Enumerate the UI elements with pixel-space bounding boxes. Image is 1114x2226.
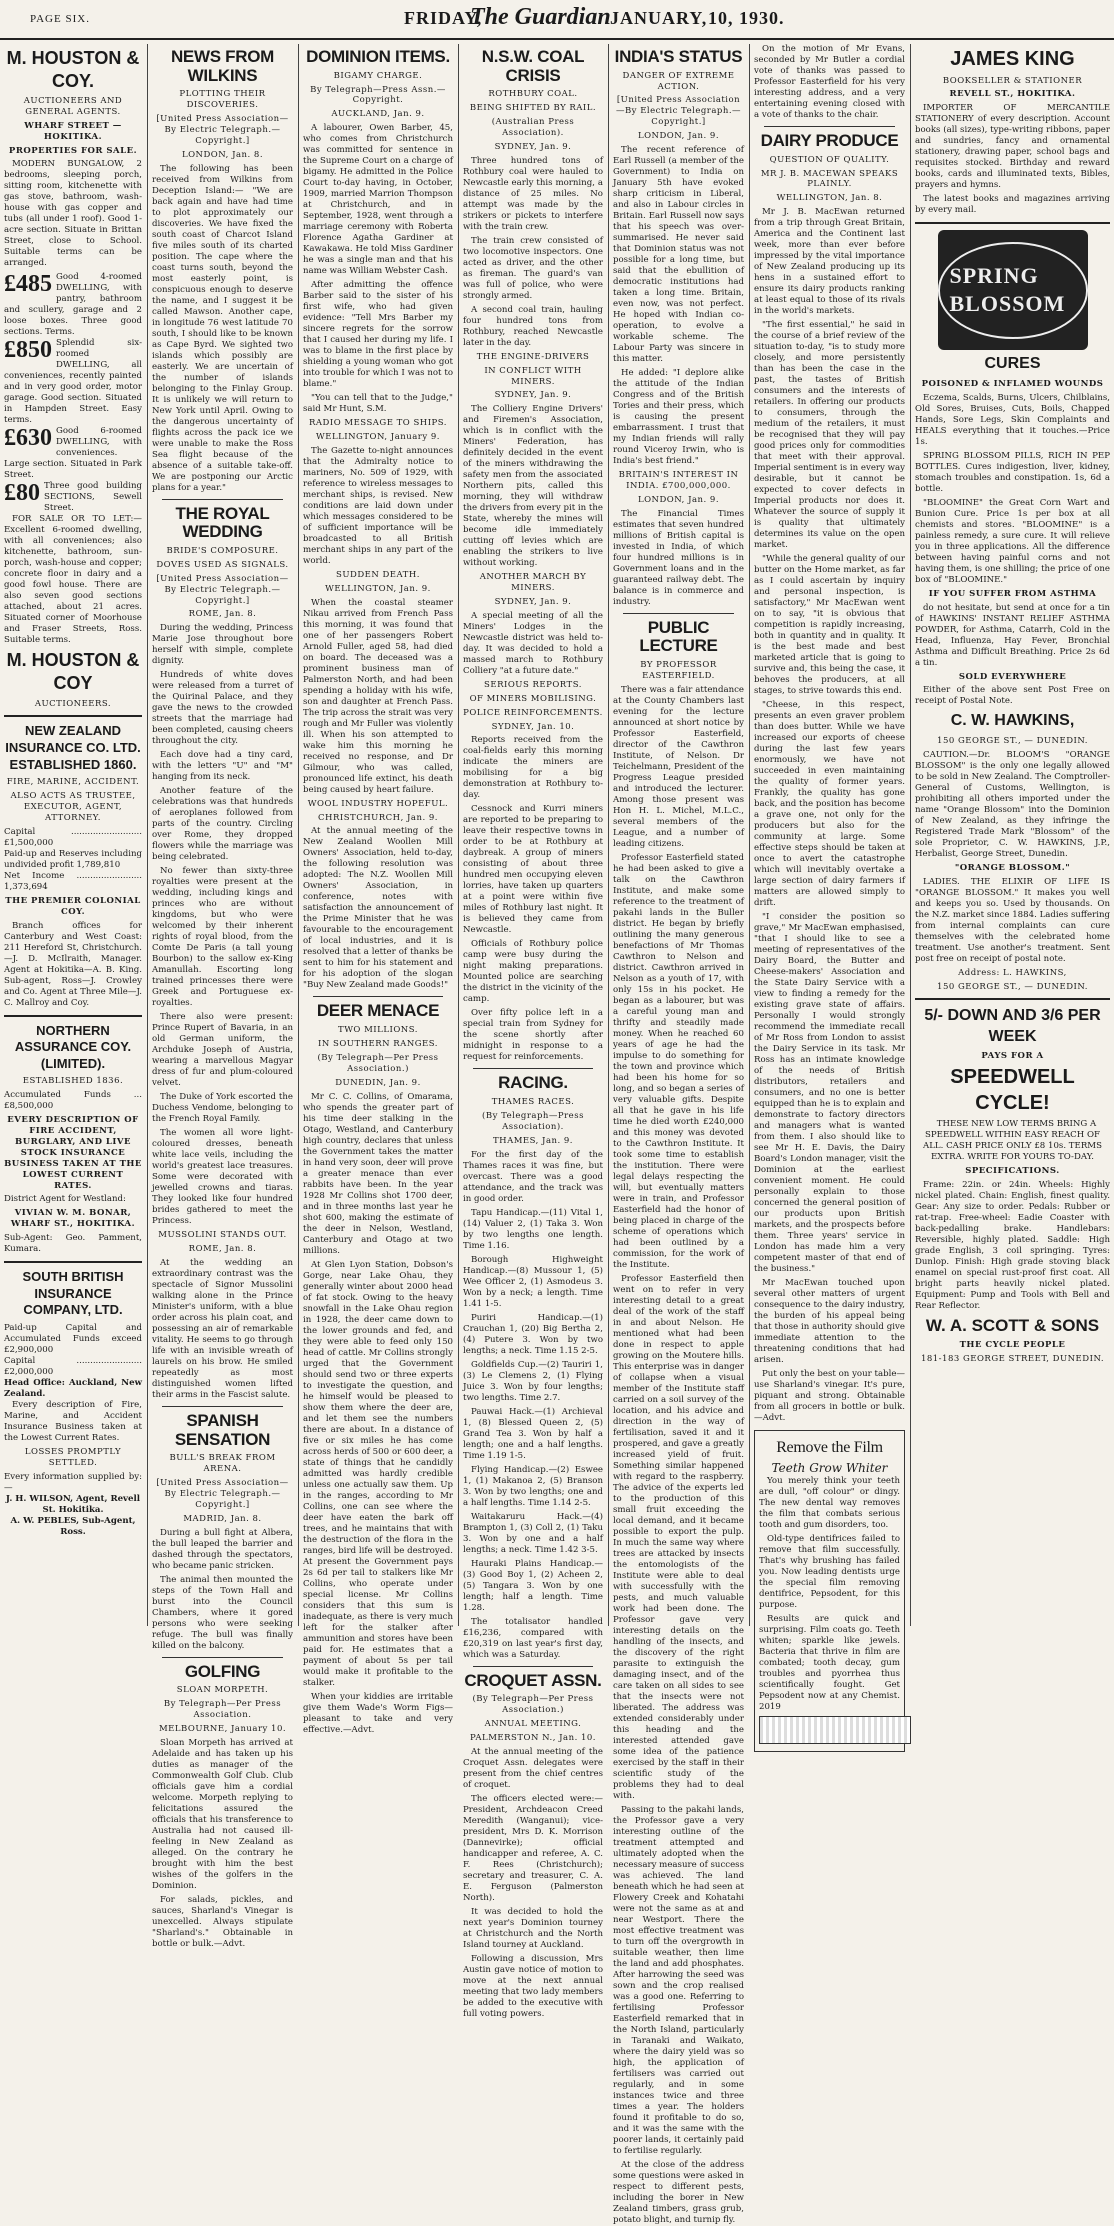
dateline: [United Press Association—By Electric Telegraph.—Copyright.] bbox=[615, 95, 742, 128]
listing-80-text: Three good building SECTIONS, Sewell Street. bbox=[44, 481, 142, 514]
headline-dairy-produce: DAIRY PRODUCE bbox=[760, 131, 899, 150]
article-paragraph: At the close of the address some questions were asked in respect to different pests, including the borer in New Zealand timbers, grass grub, potato blight, and turnip fly. bbox=[613, 2159, 744, 2225]
article-paragraph: At Glen Lyon Station, Dobson's Gorge, near Lake Ohau, they generally winter about 2000 head of fat stock. Owing to the heavy snowfall in the Lake Ohau region in 1928, the deer came down to the lower grounds and fed, and they were able to feed only 150 head of cattle. Mr Collins strongly urged that the Government should send two or three experts to investigate the question, and he himself would be pleased to show them where the deer are, and let them see the numbers there are about. In a distance of five or six miles he has come across herds of 500 or 600 deer, a state of things that he candidly admitted was hardly credible unless one actually saw them. Up in the ranges, according to Mr Collins, one can see where the deer have eaten the bark off trees, and he maintains that with the destruction of the flora in the ranges, bird life will be destroyed. At present the Government pays 2s 6d per tail to stalkers like Mr Collins, who operate under special license. Mr Collins considers that this sum is inadequate, as there is very much left for the stalker after ammunition and stores have been paid for. He estimates that a payment of about 5s per tail would make it profitable to the stalker. bbox=[303, 1259, 453, 1688]
headline-croquet: CROQUET ASSN. bbox=[464, 1670, 602, 1690]
scott-sons-tagline: THE CYCLE PEOPLE bbox=[959, 1340, 1066, 1351]
northern-agent: VIVIAN W. M. BONAR, WHARF ST., HOKITIKA. bbox=[10, 1208, 136, 1230]
masthead-date: 10, 1930. bbox=[708, 8, 785, 28]
headline-deer-menace: DEER MENACE bbox=[316, 1001, 440, 1021]
headline-golfing: GOLFING bbox=[184, 1661, 261, 1681]
houston-auctioneers: AUCTIONEERS. bbox=[34, 698, 112, 709]
article-paragraph: Reports received from the coal-fields early this morning indicate the miners are mobilising for a big demonstration at Rothbury to-day. bbox=[463, 735, 603, 801]
nz-insurance-tagline: THE PREMIER COLONIAL COY. bbox=[5, 895, 141, 917]
listing-630 bbox=[4, 426, 142, 481]
subhead: ANOTHER MARCH BY MINERS. bbox=[479, 572, 587, 594]
article-paragraph: The Financial Times estimates that seven hundred millions of British capital is invested in India, of which four hundred millions is in Government loans and in the guaranteed railway debt. The balance is in commerce and industry. bbox=[613, 508, 744, 607]
speedwell-pays-for: PAYS FOR A bbox=[981, 1051, 1044, 1062]
article-paragraph: The Duke of York escorted the Duchess Vendome, belonging to the French Royal Family. bbox=[152, 1092, 293, 1125]
masthead-month: JANUARY, bbox=[610, 8, 708, 28]
listing-80 bbox=[4, 481, 142, 514]
dateline: DUNEDIN, Jan. 9. bbox=[335, 1077, 421, 1088]
dateline: AUCKLAND, Jan. 9. bbox=[331, 109, 425, 120]
dateline: ROME, Jan. 8. bbox=[188, 1244, 257, 1255]
article-paragraph: A special meeting of all the Miners' Lodges in the Newcastle district was held to-day. It was decided to hold a massed march to Rothbury Colliery "at a future date." bbox=[463, 610, 603, 676]
article-paragraph: At the annual meeting of the New Zealand Woollen Mill Owners' Association, held to-day, the following resolution was adopted: The N.Z. Woollen Mill Owners' Association, in conference, notes with satisfaction the announcement of the Prime Minister that he was favourable to the encouragement of local industries, and it is resolved that a letter of thanks be sent to him for his statement and for his adoption of the slogan "Buy New Zealand made Goods!" bbox=[303, 826, 453, 991]
northern-agent-label: District Agent for Westland: bbox=[4, 1194, 126, 1205]
article-paragraph: During the wedding, Princess Marie Jose throughout bore herself with simple, complete dignity. bbox=[152, 623, 293, 667]
column-6-news bbox=[754, 44, 905, 1713]
subhead: DOVES USED AS SIGNALS. bbox=[156, 559, 289, 570]
subhead: POLICE REINFORCEMENTS. bbox=[463, 707, 603, 718]
article-paragraph: It was decided to hold the next year's Dominion tourney at Christchurch and the North Island tourney at Auckland. bbox=[463, 1906, 603, 1950]
spring-blossom-logo-icon bbox=[938, 230, 1088, 350]
pepsodent-subhead: Teeth Grow Whiter bbox=[771, 1460, 888, 1475]
houston-subtitle: AUCTIONEERS AND GENERAL AGENTS. bbox=[23, 96, 123, 117]
subhead: BIGAMY CHARGE. bbox=[333, 70, 423, 81]
orange-blossom-text: LADIES. THE ELIXIR OF LIFE IS "ORANGE BLOSSOM." It makes you well and keeps you so. Used by thousands. On the N.Z. market since 1884. Ladies suffering from internal complaints can cure themselves with the celebrated home treatment. Use another's treatment. Sent post free on receipt of postal note. bbox=[915, 876, 1110, 964]
south-british-office: Head Office: Auckland, New Zealand. bbox=[4, 1378, 142, 1399]
headline-dominion-items: DOMINION ITEMS. bbox=[306, 47, 450, 66]
bloomine-text: "BLOOMINE" the Great Corn Wart and Bunion Cure. Price 1s per box at all chemists and stores. "BLOOMINE" is a painless remedy, a sure cure. It will relieve you in three applications. All the difference between having painful corns and not having them, is one shilling; the price of one box of "BLOOMINE." bbox=[915, 497, 1110, 585]
subhead: RADIO MESSAGE TO SHIPS. bbox=[309, 418, 447, 429]
caution-text: CAUTION.—Dr. BLOOM'S "ORANGE BLOSSOM" is the only one legally allowed to be sold in New Zealand. The Comptroller-General of Customs, Wellington, is prohibiting all others imported under the name "Orange Blossom" into the Dominion of New Zealand, as they infringe the Registered Trade Mark "Blossom" of the sole Proprietor, C. W. HAWKINS, J.P., Herbalist, George Street, Dunedin. bbox=[915, 749, 1110, 859]
scott-sons-address: 181-183 GEORGE STREET, DUNEDIN. bbox=[920, 1353, 1105, 1364]
northern-subagent: Sub-Agent: Geo. Pamment, Kumara. bbox=[4, 1233, 142, 1255]
hawkins-address-2: 150 GEORGE ST., — DUNEDIN. bbox=[937, 981, 1088, 992]
article-paragraph: The train crew consisted of two locomotive inspectors. One acted as driver, and the other as fireman. The guard's van was full of police, who were strongly armed. bbox=[463, 235, 603, 301]
dateline: WELLINGTON, Jan. 9. bbox=[325, 583, 431, 594]
article-paragraph: At the wedding an extraordinary contrast was the spectacle of Signor Mussolini walking alone in the Prince Minister's uniform, with a blue order across his plain coat, and possessing an air of remarkable vitality. He seems to go through life with an invisible wreath of laurels on his brow. He smiled repeatedly as most distinguished women lifted their arms in the Fascist salute. bbox=[152, 1258, 293, 1400]
article-paragraph: For the first day of the Thames races it was fine, but overcast. There was a good attendance, and the track was in good order. bbox=[463, 1149, 603, 1204]
pepsodent-text: Results are quick and surprising. Film coats go. Teeth whiten; sparkle like jewels. Bacteria that thrive in film are combated; tooth decay, gum troubles and pyorrhea thus scientifically fought. Get Pepsodent now at any Chemist. 2019 bbox=[759, 1614, 900, 1713]
dateline: THAMES, Jan. 9. bbox=[492, 1135, 573, 1146]
masthead bbox=[0, 0, 1114, 40]
column-rule bbox=[298, 44, 299, 1626]
speedwell-text: THESE NEW LOW TERMS BRING A SPEEDWELL WITHIN EASY REACH OF ALL. CASH PRICE ONLY £8 10s. TERMS EXTRA. WRITE FOR YOURS TO-DAY. bbox=[923, 1119, 1102, 1163]
headline-news-from-wilkins: NEWS FROM WILKINS bbox=[170, 47, 275, 85]
subhead: SERIOUS REPORTS. bbox=[484, 679, 582, 690]
column-rule bbox=[749, 44, 750, 1626]
orange-blossom-heading: "ORANGE BLOSSOM." bbox=[954, 862, 1071, 873]
column-7-adverts bbox=[915, 44, 1110, 1624]
hawkins-address: 150 GEORGE ST., — DUNEDIN. bbox=[937, 735, 1088, 746]
dateline: (By Telegraph—Press Association). bbox=[482, 1110, 584, 1132]
article-paragraph: Mr C. C. Collins, of Omarama, who spends the greater part of his time deer stalking in the Otago, Westland, and Canterbury high country, declares that unless the Government takes the matter in hand very soon, deer will prove a greater menace than ever rabbits have been. In the year 1928 Mr Collins shot 1700 deer, and in three months last year he shot 600, making the estimate of the deer in Nelson, Westland, Canterbury and Otago at two millions. bbox=[303, 1091, 453, 1256]
headline-coal-crisis: N.S.W. COAL CRISIS bbox=[481, 47, 585, 85]
south-british-funds: Paid-up Capital and Accumulated Funds exceed £2,900,000 bbox=[4, 1323, 142, 1355]
properties-heading: PROPERTIES FOR SALE. bbox=[8, 145, 138, 156]
subhead: BRIDE'S COMPOSURE. bbox=[166, 546, 279, 556]
column-5-news bbox=[613, 44, 744, 2225]
james-king-text: The latest books and magazines arriving by every mail. bbox=[915, 194, 1110, 216]
listing-850-text: Splendid six-roomed DWELLING, all conveniences, recently painted and in very good order, motor garage. Good section. Situated in Hampden Street. Easy terms. bbox=[4, 338, 142, 426]
south-british-capital: Capital ........................ £2,000,000 bbox=[4, 1356, 142, 1377]
masthead-day: FRIDAY, bbox=[404, 8, 483, 28]
article-paragraph: A second coal train, hauling four hundred tons from Rothbury, reached Newcastle later in the day. bbox=[463, 304, 603, 348]
article-paragraph: Cessnock and Kurri miners are reported to be preparing to leave their respective towns in order to be at Rothbury at daybreak. A group of miners consisting of about three hundred men occupying eleven lorries, have taken up quarters at a point were within five miles of Rothbury last night. It is believed they came from Newcastle. bbox=[463, 804, 603, 936]
pepsodent-headline: Remove the Film bbox=[776, 1439, 883, 1457]
northern-established: ESTABLISHED 1836. bbox=[22, 1076, 124, 1087]
houston-address: WHARF STREET — HOKITIKA. bbox=[24, 120, 122, 142]
race-result: Goldfields Cup.—(2) Tauriri 1, (3) Le Clemens 2, (1) Flying Juice 3. Won by four lengths; two lengths. Time 2.7. bbox=[463, 1359, 603, 1403]
article-paragraph: "You can tell that to the Judge," said Mr Hunt, S.M. bbox=[303, 393, 453, 415]
dateline: By Telegraph—Per Press Association. bbox=[163, 1699, 282, 1721]
subhead: ROTHBURY COAL. bbox=[488, 89, 578, 100]
dateline: ROME, Jan. 8. bbox=[188, 609, 257, 620]
scott-sons-title: W. A. SCOTT & SONS bbox=[925, 1316, 1100, 1336]
dateline: PALMERSTON N., Jan. 10. bbox=[469, 1732, 596, 1743]
article-paragraph: Professor Easterfield stated he had been asked to give a talk on the Cawthron Institute, and make some reference to the treatment of pakahi lands in the Buller district. He began by briefly outlining the many generous benefactions of Mr Thomas Cawthron to Nelson and district. Cawthron arrived in Nelson as a youth of 17, with only 15s in his pocket. He began as a labourer, but was a careful young man and thrifty and steadily made money. When he reached 60 years of age he had the impulse to do something for the town and province which had been his home for so long, and so began a series of very valuable gifts. Despite all that he gave in his life time he died worth £240,000 and this money was devoted to the Cawthron Institute. It took some time to establish the institution. There were legal delays respecting the will, but eventually matters were in train, and Professor Easterfield had the honor of being placed in charge of the scheme of operations which had been outlined by a commission, for the work of the Institute. bbox=[613, 852, 744, 1270]
dateline: SYDNEY, Jan. 9. bbox=[494, 597, 572, 607]
subhead: DANGER OF EXTREME ACTION. bbox=[622, 70, 735, 92]
article-paragraph: Passing to the pakahi lands, the Professor gave a very interesting outline of the treatment attempted and ultimately adopted when the necessary measure of success was achieved. The land beneath which he had seen at Flowery Creek and Kohatahi were not the same as at and near Westport. There the most effective treatment was to turn off the overgrowth in suitable weather, then lime the land and add phosphates. After harrowing the seed was sown and the crop realised was a good one. Referring to fertilising Professor Easterfield remarked that in the North Island, particularly in Taranaki and Waikato, where the dairy yield was so high, the application of fertilisers was carried out regularly, and in some instances twice and three times a year. The holders found it profitable to do so, and it was the same with the poorer lands, it certainly paid to fertilise regularly. bbox=[613, 1804, 744, 2156]
article-paragraph: Over fifty police left in a special train from Sydney for the scene shortly after midnight in response to a request for reinforcements. bbox=[463, 1008, 603, 1063]
article-paragraph: The Colliery Engine Drivers' and Firemen's Association, which is in conflict with the Miners' Federation, has definitely decided in the event of the miners withdrawing the safety men from the associated Northern pits, called this morning, they will withdraw the drivers from every pit in the State, whereby the mines will become idle immediately cutting off levies which are enabling the strikers to live without working. bbox=[463, 404, 603, 569]
subhead: IN SOUTHERN RANGES. bbox=[318, 1039, 438, 1049]
dateline: WELLINGTON, January 9. bbox=[316, 432, 440, 443]
nz-insurance-acts: ALSO ACTS AS TRUSTEE, EXECUTOR, AGENT, ATTORNEY. bbox=[10, 791, 136, 823]
price-80: £80 bbox=[4, 480, 40, 507]
article-paragraph: There also were present: Prince Rupert of Bavaria, in an old German uniform, the Archduke Joseph of Austria, wearing a marvellous Magyar dress of fur and plum-coloured velvet. bbox=[152, 1012, 293, 1089]
article-paragraph: Mr J. B. MacEwan returned from a trip through Great Britain, America and the Continent last week, more than ever before impressed by the vital importance of New Zealand producing up its hens in a sustained effort to ensure its dairy products ranking at least equal to those of its rivals in the world's markets. bbox=[754, 207, 905, 317]
article-paragraph: There was a fair attendance at the County Chambers last evening for the lecture announced at short notice by Professor Easterfield, director of the Cawthron Institute, of Nelson. Dr Teichelmann, President of the Progress League presided and introduced the lecturer. Among those present was Hon H. L. Michel, M.L.C., several members of the League, and a number of leading citizens. bbox=[613, 684, 744, 849]
south-british-description: Every description of Fire, Marine, and Accident Insurance Business taken at the Lowest Current Rates. bbox=[4, 1400, 142, 1443]
post-free-text: Either of the above sent Post Free on receipt of Postal Note. bbox=[915, 685, 1110, 707]
dateline: MADRID, Jan. 8. bbox=[183, 1513, 262, 1524]
article-paragraph: At the annual meeting of the Croquet Assn. delegates were present from the chief centres of croquet. bbox=[463, 1746, 603, 1790]
race-result: Flying Handicap.—(2) Eswee 1, (1) Makanoa 2, (5) Branson 3. Won by two lengths; one and a half lengths. Time 1.14 2-5. bbox=[463, 1464, 603, 1508]
subhead: ANNUAL MEETING. bbox=[484, 1719, 582, 1729]
article-paragraph: "The first essential," he said in the course of a brief review of the situation to-day, "is to study more closely, and more persistently than has been the case in the past, the tastes of British consumers and the interests of retailers. In offering our products to consumers, through the medium of the retailers, it must be recognised that they will pay good prices only for commodities that meet with their approval. Imperial sentiment is in every way desirable, but it cannot be expected to cover defects in Imperial products nor does it. Whatever the source of supply it is quality that ultimately determines its value on the open market. bbox=[754, 320, 905, 551]
dateline: LONDON, Jan. 9. bbox=[637, 494, 720, 505]
nz-insurance-title: NEW ZEALAND INSURANCE CO. LTD. ESTABLISHED 1860. bbox=[5, 723, 141, 772]
article-paragraph: Officials of Rothbury police camp were busy during the night making preparations. Mounted police are searching the district in the vicinity of the camp. bbox=[463, 939, 603, 1005]
article-paragraph: The officers elected were:—President, Archdeacon Creed Meredith (Wanganui); vice-president, Mrs D. K. Morrison (Dannevirke); official handicapper and referee, A. C. F. Rees (Christchurch); secretary and treasurer, C. A. E. Ferguson (Palmerston North). bbox=[463, 1793, 603, 1903]
article-paragraph: Following a discussion, Mrs Austin gave notice of motion to move at the next annual meeting that two lady members be added to the executive with full voting powers. bbox=[463, 1953, 603, 2019]
subhead: BRITAIN'S INTEREST IN INDIA. £700,000,000. bbox=[618, 469, 739, 491]
hawkins-name: C. W. HAWKINS, bbox=[950, 712, 1075, 730]
page-number: PAGE SIX. bbox=[30, 13, 90, 25]
article-paragraph: "Cheese, in this respect, presents an even graver problem than does butter. While we have increased our exports of cheese during the last few years enormously, we have not succeeded in even maintaining the quality of former years. Frankly, the quality has gone back, and the position has become a grave one, not only for the producers but also for the community at large. Some effective steps should be taken at once to avert the catastrophe which will inevitably overtake a large section of dairy farmers if matters are allowed simply to drift. bbox=[754, 700, 905, 909]
speedwell-title: SPEEDWELL CYCLE! bbox=[950, 1066, 1075, 1114]
headline-royal-wedding: THE ROYAL WEDDING bbox=[175, 503, 270, 542]
newspaper-title: The Guardian bbox=[470, 4, 611, 30]
column-1-classifieds bbox=[4, 44, 142, 1624]
race-result: Puriri Handicap.—(1) Crauchan 1, (20) Big Bertha 2, (4) Putere 3. Won by two lengths; a neck. Time 1.15 2-5. bbox=[463, 1312, 603, 1356]
price-485: £485 bbox=[4, 271, 52, 298]
listing-850 bbox=[4, 338, 142, 426]
toothpaste-tube-icon bbox=[759, 1716, 911, 1744]
article-paragraph: Mr MacEwan touched upon several other matters of urgent consequence to the dairy industry, the burden of his appeal being that those in authority should give immediate attention to the threatening conditions that had arisen. bbox=[754, 1278, 905, 1366]
dateline: SYDNEY, Jan. 9. bbox=[494, 141, 572, 152]
price-850: £850 bbox=[4, 337, 52, 364]
dateline: By Telegraph—Press Assn.—Copyright. bbox=[310, 84, 446, 106]
listing-630-text: Good 6-roomed DWELLING, with conveniences. Large section. Situated in Park Street. bbox=[4, 426, 142, 481]
subhead: BEING SHIFTED BY RAIL. bbox=[469, 103, 597, 114]
race-result: Borough Highweight Handicap.—(8) Mussour 1, (5) Wee Officer 2, (1) Asmodeus 3. Won by a neck; a length. Time 1.41 1-5. bbox=[463, 1254, 603, 1309]
cures-heading: CURES bbox=[984, 355, 1041, 373]
column-rule bbox=[608, 44, 609, 1626]
spring-blossom-logo-text: SPRING BLOSSOM bbox=[938, 242, 1088, 338]
article-paragraph: "While the general quality of our butter on the Home market, as far as I could ascertain by inquiry and personal inspection, is satisfactory," Mr MacEwan went on to say, "it is obvious that competition is rapidly increasing, both in quantity and in quality. It is the best made and best marketed article that is going to survive and, this being the case, it behoves the producers, at all stages, to strive towards this end. bbox=[754, 554, 905, 697]
article-paragraph: The women all wore light-coloured dresses, beneath white lace veils, including the world's greatest lace treasures. Some were decorated with jewelled crowns and tiaras. They looked like four hundred brides gathered to meet the Princess. bbox=[152, 1128, 293, 1227]
houston-ad-footer: M. HOUSTON & COY bbox=[6, 650, 140, 694]
column-2-news bbox=[152, 44, 293, 1949]
subhead: WOOL INDUSTRY HOPEFUL. bbox=[307, 798, 449, 809]
subhead: SLOAN MORPETH. bbox=[176, 1685, 269, 1696]
dateline: [United Press Association—By Electric Telegraph.—Copyright.] bbox=[156, 573, 289, 606]
article-paragraph: Each dove had a tiny card, with the letters "U" and "M" hanging from its neck. bbox=[152, 750, 293, 783]
subhead: BY PROFESSOR EASTERFIELD. bbox=[640, 659, 717, 681]
dateline: (By Telegraph—Per Press Association.) bbox=[472, 1694, 594, 1716]
advert-snippet: For salads, pickles, and sauces, Sharland's Vinegar is unexcelled. Always stipulate "Sharland's." Obtainable in bottle or bulk.—Advt. bbox=[152, 1894, 293, 1949]
article-paragraph: The following has been received from Wilkins from Deception Island:— "We are back again and have had time to plot approximately our discoveries. We have fixed the south coast of Charcot Island five miles south of its charted position. The cape where the coast turns south, beyond the most easterly point, is conspicuous enough to deserve the name, and I suggest it be called Mawson. Another cape, in longitude 76 west latitude 70 south, I should like to be known as Cape Byrd. We sighted two islands which possibly are easterly. We are uncertain of the number of islands belonging to the Finlay Group. It is unlikely we will return to New York until April. Owing to the dangerous uncertainty of flights across the pack ice we were unable to make the Ross Sea flight because of the absence of a suitable take-off. We are postponing our Arctic plans for a year." bbox=[152, 163, 293, 493]
specifications-heading: SPECIFICATIONS. bbox=[965, 1166, 1060, 1177]
race-result: Hauraki Plains Handicap.—(3) Good Boy 1, (2) Acheen 2, (5) Tangara 3. Won by one length; half a length. Time 1.28. bbox=[463, 1558, 603, 1613]
listing-sale-or-let: FOR SALE OR TO LET:—Excellent 6-roomed dwelling, with all conveniences; also kitchenette, bathroom, sun-porch, wash-house and copper; concrete floor in dairy and a good fowl house. There are also seven good sections attached, about 21 acres. Situated corner of Moorhouse and Fraser Streets, Ross. Suitable terms. bbox=[4, 514, 142, 646]
subhead: IN CONFLICT WITH MINERS. bbox=[484, 365, 582, 387]
james-king-address: REVELL ST., HOKITIKA. bbox=[949, 89, 1076, 100]
james-king-subtitle: BOOKSELLER & STATIONER bbox=[942, 75, 1083, 86]
article-paragraph: The recent reference of Earl Russell (a member of the Government) to India on January 5th have evoked sharp criticism in Liberal, and also in Labour circles in Britain. Earl Russell now says that his speech was over-summarised. He never said that Dominion status was not possible for a long time, but said that the ebullition of democratic institutions had taken a long time. Britain, even now, was not perfect. He hoped with Indian co-operation, to evolve a workable scheme. The Labour Party was sincere in this matter. bbox=[613, 144, 744, 364]
subhead: PLOTTING THEIR DISCOVERIES. bbox=[179, 89, 266, 111]
poisoned-wounds: POISONED & INFLAMED WOUNDS bbox=[921, 378, 1104, 389]
sold-everywhere: SOLD EVERYWHERE bbox=[958, 671, 1067, 682]
article-paragraph: He added: "I deplore alike the attitude of the Indian Congress and of the British Tories and their press, which is causing the present embarrassment. I trust that my Indian friends will rally round Viceroy Irwin, who is India's best friend." bbox=[613, 367, 744, 466]
pepsodent-text: Old-type dentifrices failed to remove that film successfully. That's why brushing has failed you. Now leading dentists urge the special film removing dentifrice, Pepsodent, for this purpose. bbox=[759, 1534, 900, 1611]
hawkins-address-label: Address: L. HAWKINS, bbox=[958, 967, 1067, 978]
column-rule bbox=[910, 44, 911, 1626]
south-british-info: Every information supplied by:— bbox=[4, 1471, 142, 1493]
nz-insurance-capital: Capital .......................... £1,500,000 bbox=[4, 826, 142, 848]
pepsodent-text: You merely think your teeth are dull, "off colour" or dingy. The new dental way removes the film that combats serious tooth and gum disorders, too. bbox=[759, 1476, 900, 1531]
subhead: BULL'S BREAK FROM ARENA. bbox=[169, 1453, 276, 1475]
article-paragraph: A labourer, Owen Barber, 45, who comes from Christchurch was committed for sentence in the Supreme Court on a charge of bigamy. He admitted in the Police Court to-day having, in October, 1909, married Marrion Thompson at Christchurch, and in September, 1928, went through a marriage ceremony with Roberta Florence Agatha Gardiner at Kawakawa. He told Miss Gardiner he was a single man and that his name was William Webster Cash. bbox=[303, 123, 453, 277]
price-630: £630 bbox=[4, 425, 52, 452]
northern-funds: Accumulated Funds ... £8,500,000 bbox=[4, 1090, 142, 1112]
dateline: CHRISTCHURCH, Jan. 9. bbox=[318, 812, 438, 823]
article-paragraph: The Gazette to-night announces that the Admiralty notice to mariners, No. 509 of 1929, with reference to wireless messages to merchant ships, is revised. New conditions are laid down under which messages considered to be of sufficient importance will be broadcasted to all British merchant ships in any part of the world. bbox=[303, 445, 453, 566]
column-3-news bbox=[303, 44, 453, 1735]
article-paragraph: Sloan Morpeth has arrived at Adelaide and has taken up his duties as manager of the Commonwealth Golf Club. Club officials gave him a cordial welcome. Morpeth replying to felicitations assured the officials that his transference to Australia had not caused ill-feeling in New Zealand as alleged. On the contrary he brought with him the best wishes of the golfers in the Dominion. bbox=[152, 1737, 293, 1891]
column-rule bbox=[458, 44, 459, 1626]
dateline: MELBOURNE, January 10. bbox=[158, 1723, 287, 1734]
listing-485-text: Good 4-roomed DWELLING, with pantry, bathroom and scullery, garage and 2 loose boxes. Three good sections. Terms. bbox=[4, 272, 142, 338]
subhead: SUDDEN DEATH. bbox=[336, 569, 420, 580]
race-result: Waitakaruru Hack.—(4) Brampton 1, (3) Coll 2, (1) Taku 3. Won by one and a half lengths; a neck. Time 1.42 3-5. bbox=[463, 1511, 603, 1555]
south-british-losses: LOSSES PROMPTLY SETTLED. bbox=[24, 1447, 122, 1468]
article-paragraph: Three hundred tons of Rothbury coal were hauled to Newcastle early this morning, a distance of 25 miles. No attempt was made by the strikers or pickets to interfere with the train crew. bbox=[463, 155, 603, 232]
subhead: THAMES RACES. bbox=[491, 1097, 575, 1108]
article-paragraph: During a bull fight at Albera, the bull leaped the barrier and dashed through the spectators, who became panic stricken. bbox=[152, 1527, 293, 1571]
article-paragraph: After admitting the offence Barber said to the sister of his first wife, who had given evidence: "Tell Mrs Barber my sincere regrets for the sorrow that I caused her during my life. I was to blame in the first place by shielding a young woman who got into trouble for which I was not to blame." bbox=[303, 280, 453, 390]
asthma-heading: IF YOU SUFFER FROM ASTHMA bbox=[928, 588, 1097, 599]
nz-insurance-reserves: Paid-up and Reserves including undivided profit 1,789,810 bbox=[4, 848, 142, 870]
speedwell-terms: 5/- DOWN AND 3/6 PER WEEK bbox=[924, 1007, 1101, 1045]
dateline: [United Press Association—By Electric Telegraph.—Copyright.] bbox=[156, 114, 289, 146]
dateline: LONDON, Jan. 8. bbox=[181, 149, 264, 160]
dateline: SYDNEY, Jan. 9. bbox=[494, 390, 572, 401]
pepsodent-ad bbox=[754, 1430, 905, 1752]
article-paragraph: "I consider the position so grave," Mr MacEwan emphasised, "that I should like to see a meeting of representatives of the Dairy Board, the Butter and Cheese-makers' Association and the State Dairy Service with a view to finding a remedy for the existing grave state of affairs. Personally I would strongly recommend the immediate recall of Mr Ross from London to assist the Dairy Service in its task. Mr Ross has an intimate knowledge of the needs of British distributors, retailers and consumers, and no one is better equipped than he is to explain and demonstrate to factory directors and managers what is wanted from them. I also should like to see Mr H. E. Davis, the Dairy Board's London manager, visit the Dominion at the earliest convenient moment. He could personally explain to those concerned the general position of our products upon British markets, and the prospects before them. Three years' service in London has made him a very competent master of that end of the business." bbox=[754, 912, 905, 1275]
subhead: THE ENGINE-DRIVERS bbox=[476, 351, 590, 362]
northern-description: EVERY DESCRIPTION OF FIRE ACCIDENT, BURGLARY, AND LIVE STOCK INSURANCE BUSINESS TAKEN AT THE LOWEST CURRENT RATES. bbox=[4, 1115, 142, 1191]
south-british-agent: J. H. WILSON, Agent, Revell St. Hokitika. bbox=[5, 1493, 141, 1515]
dateline: LONDON, Jan. 9. bbox=[637, 131, 720, 142]
advert-snippet: When your kiddies are irritable give them Wade's Worm Figs—pleasant to take and very effective.—Advt. bbox=[303, 1691, 453, 1735]
northern-assurance-title: NORTHERN ASSURANCE COY. (LIMITED). bbox=[14, 1022, 132, 1071]
listing-bungalow: MODERN BUNGALOW, 2 bedrooms, sleeping porch, sitting room, kitchenette with gas stove, bathroom, wash-house with gas copper and tubs (all under 1 roof). Good 1-acre section. Situate in Brittan Street, close to School. Suitable terms can be arranged. bbox=[4, 159, 142, 269]
race-result: Pauwai Hack.—(1) Archieval 1, (8) Blessed Queen 2, (5) Grand Tea 3. Won by half a length; one and a half lengths. Time 1.19 1-5. bbox=[463, 1406, 603, 1461]
article-paragraph: On the motion of Mr Evans, seconded by Mr Butler a cordial vote of thanks was passed to Professor Easterfield for his very interesting address, and a very entertaining evening closed with a vote of thanks to the chair. bbox=[754, 44, 905, 120]
dateline: (By Telegraph—Per Press Association.) bbox=[317, 1052, 439, 1074]
article-paragraph: When the coastal steamer Nikau arrived from French Pass this morning, it was found that one of her passengers Robert Arnold Fuller, aged 58, had died on board. The deceased was a prominent business man of Palmerston North, and had been spending a holiday with his wife, son and daughter at French Pass. The trip across the strait was very rough and Mr Fuller was violently ill. When his son attempted to wake him this morning he received no response, and Dr Gilmour, who was called, pronounced life extinct, his death being caused by heart failure. bbox=[303, 597, 453, 795]
headline-spanish-sensation: SPANISH SENSATION bbox=[174, 1411, 271, 1449]
houston-ad-title: M. HOUSTON & COY. bbox=[6, 48, 140, 92]
headline-indias-status: INDIA'S STATUS bbox=[614, 47, 743, 66]
article-paragraph: No fewer than sixty-three royalties were present at the wedding, including kings and princes who are without kingdoms, but who were welcomed by their inherent rights of royal blood, from the Comte De Paris (a tall young Bourbon) to the sallow ex-King Amanullah. Escorting long trained princesses there were Greek and Portuguese ex-royalties. bbox=[152, 866, 293, 1009]
james-king-title: JAMES KING bbox=[950, 48, 1075, 70]
nz-insurance-branches: Branch offices for Canterbury and West Coast: 211 Hereford St, Christchurch.—J. D. McIlraith, Manager. Agent at Hokitika—A. B. King. Sub-agent, Ross—J. Crowley and Co. Agent at Three Mile—J. C. Mallroy and Coy. bbox=[4, 920, 142, 1008]
listing-485 bbox=[4, 272, 142, 338]
subhead: MUSSOLINI STANDS OUT. bbox=[158, 1230, 287, 1241]
article-paragraph: The totalisator handled £16,236, compared with £20,319 on last year's first day, which was a Saturday. bbox=[463, 1616, 603, 1660]
subhead: TWO MILLIONS. bbox=[338, 1025, 418, 1036]
subhead: MR J. B. MACEWAN SPEAKS PLAINLY. bbox=[760, 168, 899, 190]
pills-text: SPRING BLOSSOM PILLS, RICH IN PEP BOTTLES. Cures indigestion, liver, kidney, stomach troubles and constipation. 1s, 6d a bottle. bbox=[915, 450, 1110, 494]
south-british-title: SOUTH BRITISH INSURANCE COMPANY, LTD. bbox=[22, 1269, 124, 1318]
article-paragraph: The animal then mounted the steps of the Town Hall and burst into the Council Chambers, where it gored persons who were seeking refuge. The bull was finally killed on the balcony. bbox=[152, 1574, 293, 1651]
dateline: (Australian Press Association). bbox=[491, 117, 575, 138]
dateline: [United Press Association—By Electric Telegraph.—Copyright.] bbox=[156, 1478, 289, 1510]
nz-insurance-types: FIRE, MARINE, ACCIDENT. bbox=[6, 777, 140, 788]
column-4-news bbox=[463, 44, 603, 2019]
james-king-text: IMPORTER OF MERCANTILE STATIONERY of every description. Account books (all sizes), type-writing ribbons, paper and sundries, fancy and ornamental stationery, drawing paper, school bags and requisites stocked. Birthday and reward books, cards and illuminated texts, Bibles, prayers and hymns. bbox=[915, 103, 1110, 191]
advert-snippet: Put only the best on your table—use Sharland's vinegar. It's pure, piquant and strong. Obtainable from all grocers in bottle or bulk.—Advt. bbox=[754, 1369, 905, 1424]
article-paragraph: Hundreds of white doves were released from a turret of the Quirinal Palace, and they gave the news to the crowded streets that the marriage had been completed, causing cheers throughout the city. bbox=[152, 670, 293, 747]
race-result: Tapu Handicap.—(11) Vital 1, (14) Valuer 2, (1) Taka 3. Won by two lengths one length. Time 1.16. bbox=[463, 1207, 603, 1251]
headline-racing: RACING. bbox=[498, 1073, 568, 1093]
south-british-subagent: A. W. PEBLES, Sub-Agent, Ross. bbox=[10, 1515, 136, 1537]
subhead: QUESTION OF QUALITY. bbox=[769, 154, 890, 165]
article-paragraph: Another feature of the celebrations was that hundreds of aeroplanes followed from parts of the country. Circling over Rome, they dropped flowers while the marriage was being celebrated. bbox=[152, 786, 293, 863]
article-paragraph: Professor Easterfield then went on to refer in very interesting detail to a great deal of the work of the staff in and about Nelson. He mentioned what had been done in respect to apple growing on the Moutere hills. This enterprise was in danger of collapse when a visual member of the Institute staff carried on a soil survey of the location, and his advice and direction in the way of fertilisation, saved it and it prospered, and gave a greatly increased yield of fruit. Something similar happened with regard to the raspberry. The advice of the experts led to the production of this small fruit exceeding the local demand, and it became possible to export the pulp. In much the same way where trees are attacked by insects the entomologists of the Institute were able to deal with successfully with the pests, and much valuable work had been done. The Professor gave very interesting details on the handling of the insects, and the discovery of the right parasite to extinguish the damaging insect, and of the care taken on all sides to see that the insects were not liberated. The address was extended considerably under this heading and the interested attended gave some idea of the patience exercised by the staff in their scientific study of the problems they had to deal with. bbox=[613, 1273, 744, 1801]
nz-insurance-income: Net Income ........................ 1,373,694 bbox=[4, 870, 142, 892]
ointment-text: Eczema, Scalds, Burns, Ulcers, Chilblains, Old Sores, Bruises, Cuts, Boils, Chapped Hands, Sore Legs, Skin Complaints and HEALS everything that it touches.—Price 1s. bbox=[915, 392, 1110, 447]
column-rule bbox=[147, 44, 148, 1626]
asthma-text: do not hesitate, but send at once for a tin of HAWKINS' INSTANT RELIEF ASTHMA POWDER, for Asthma, Catarrh, Cold in the Head, Influenza, Hay Fever, Bronchial Asthma and Difficult Breathing. Price 2s 6d a tin. bbox=[915, 602, 1110, 668]
dateline: WELLINGTON, Jan. 8. bbox=[776, 193, 883, 204]
specifications-text: Frame: 22in. or 24in. Wheels: Highly nickel plated. Chain: English, finest quality. Gear: Any size to order. Pedals: Rubber or rat-trap. Free-wheel: Eadie Coaster with back-pedalling brake. Handlebars: Reversible, highly plated. Saddle: High grade English, 3 coil springing. Tyres: Dunlop. Finish: High grade stoving black enamel on special rust-proof first coat. All bright parts heavily nickel plated. Equipment: Pump and Tools with Bell and Rear Reflector. bbox=[915, 1180, 1110, 1312]
dateline: SYDNEY, Jan. 10. bbox=[491, 721, 575, 732]
subhead: OF MINERS MOBILISING. bbox=[469, 693, 597, 704]
headline-public-lecture: PUBLIC LECTURE bbox=[639, 617, 718, 656]
